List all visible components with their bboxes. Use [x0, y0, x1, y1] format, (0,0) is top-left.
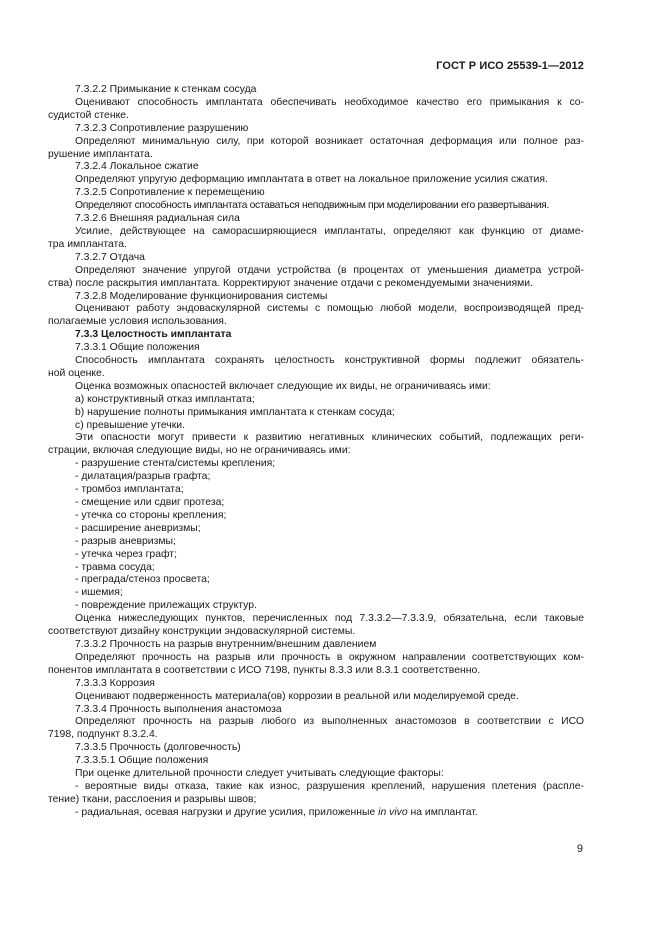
text-line: страции, включая следующие виды, но не ограничиваясь ими:	[48, 445, 351, 457]
text-line: 7.3.2.4 Локальное сжатие	[75, 161, 199, 173]
text-line: Способность имплантата сохранять целостность конструктивной формы подлежит обязатель-	[75, 355, 584, 367]
text-line: а) конструктивный отказ имплантата;	[75, 393, 255, 405]
text-line: рушение имплантата.	[48, 148, 153, 160]
text-line: понентов имплантата в соответствии с ИСО 7198, пункты 8.3.3 или 8.3.1 соответственно.	[48, 664, 481, 676]
text-line: Оценка нижеследующих пунктов, перечисленных под 7.3.3.2—7.3.3.9, обязательна, если таковые	[75, 613, 584, 625]
text-line: Определяют способность имплантата оставаться неподвижным при моделировании его развертывания.	[75, 200, 549, 212]
text-line: - расширение аневризмы;	[75, 522, 201, 534]
text-line: тение) ткани, расслоения и разрывы швов;	[48, 793, 257, 805]
text-line: - разрушение стента/системы крепления;	[75, 458, 276, 470]
text-line: 7.3.2.7 Отдача	[75, 251, 145, 263]
text-line: 7.3.3.3 Коррозия	[75, 677, 155, 689]
text-line: c) превышение утечки.	[75, 419, 185, 431]
text-line: Определяют упругую деформацию имплантата в ответ на локальное приложение усилия сжатия.	[75, 174, 548, 186]
text-line: Оценка возможных опасностей включает следующие их виды, не ограничиваясь ими:	[75, 380, 491, 392]
text-line: 7.3.3.5 Прочность (долговечность)	[75, 742, 241, 754]
text-line: судистой стенке.	[48, 109, 129, 121]
text-line: ства) после раскрытия имплантата. Корректируют значение отдачи с рекомендуемыми значениями.	[48, 277, 533, 289]
text-line: - утечка через графт;	[75, 548, 177, 560]
text-line: 7.3.3.1 Общие положения	[75, 342, 200, 354]
text-line: - вероятные виды отказа, такие как износ, разрушения креплений, нарушения плетения (распле-	[75, 780, 584, 792]
text-line: - повреждение прилежащих структур.	[75, 600, 257, 612]
text-line: - радиальная, осевая нагрузки и другие усилия, приложенные in vivo на имплантат.	[75, 806, 478, 818]
text-line: - ишемия;	[75, 587, 123, 599]
text-line: - смещение или сдвиг протеза;	[75, 497, 225, 508]
text-line: Определяют минимальную силу, при которой возникает остаточная деформация или полное раз-	[75, 135, 584, 147]
text-line: Оценивают работу эндоваскулярной системы с помощью любой модели, воспроизводящей пред-	[75, 303, 584, 315]
text-line: Оценивают подверженность материала(ов) коррозии в реальной или моделируемой среде.	[75, 690, 519, 702]
page-number: 9	[576, 843, 583, 855]
text-line: - преграда/стеноз просвета;	[75, 574, 210, 586]
text-line: 7.3.2.3 Сопротивление разрушению	[75, 122, 249, 134]
text-line: - дилатация/разрыв графта;	[75, 471, 211, 483]
text-line: 7.3.3 Целостность имплантата	[75, 329, 232, 341]
text-line: - травма сосуда;	[75, 561, 155, 573]
text-line: 7198, подпункт 8.3.2.4.	[48, 729, 158, 741]
text-line: Оценивают способность имплантата обеспечивать необходимое качество его примыкания к со-	[75, 96, 584, 108]
text-line: - тромбоз имплантата;	[75, 484, 184, 496]
text-line: 7.3.3.2 Прочность на разрыв внутренним/внешним давлением	[75, 638, 377, 650]
text-line: ной оценке.	[48, 367, 105, 379]
text-line: 7.3.2.6 Внешняя радиальная сила	[75, 213, 240, 225]
text-line: полагаемые условия использования.	[48, 316, 227, 328]
text-line: Определяют прочность на разрыв или прочность в окружном направлении соответствующих ком-	[75, 651, 584, 663]
text-line: 7.3.2.8 Моделирование функционирования системы	[75, 290, 328, 302]
text-line: 7.3.3.5.1 Общие положения	[75, 755, 209, 767]
text-line: b) нарушение полноты примыкания имплантата к стенкам сосуда;	[75, 406, 395, 418]
text-line: - утечка со стороны крепления;	[75, 509, 227, 521]
text-line: - разрыв аневризмы;	[75, 535, 176, 547]
text-line: Определяют значение упругой отдачи устройства (в процентах от уменьшения диаметра устрой-	[75, 264, 584, 276]
text-line: Усилие, действующее на саморасширяющиеся имплантаты, определяют как функцию от диаме-	[75, 225, 584, 237]
text-line: 7.3.3.4 Прочность выполнения анастомоза	[75, 703, 282, 715]
document-header: ГОСТ Р ИСО 25539-1—2012	[436, 60, 584, 72]
text-line: 7.3.2.2 Примыкание к стенкам сосуда	[75, 84, 257, 95]
text-line: Эти опасности могут привести к развитию негативных клинических событий, подлежащих реги-	[75, 432, 584, 444]
text-line: тра имплантата.	[48, 238, 127, 250]
text-line: соответствуют дизайну конструкции эндоваскулярной системы.	[48, 626, 356, 638]
text-line: Определяют прочность на разрыв любого из выполненных анастомозов в соответствии с ИСО	[75, 716, 584, 728]
document-body	[48, 84, 584, 820]
text-line: 7.3.2.5 Сопротивление к перемещению	[75, 187, 265, 199]
text-line: При оценке длительной прочности следует учитывать следующие факторы:	[75, 768, 444, 780]
